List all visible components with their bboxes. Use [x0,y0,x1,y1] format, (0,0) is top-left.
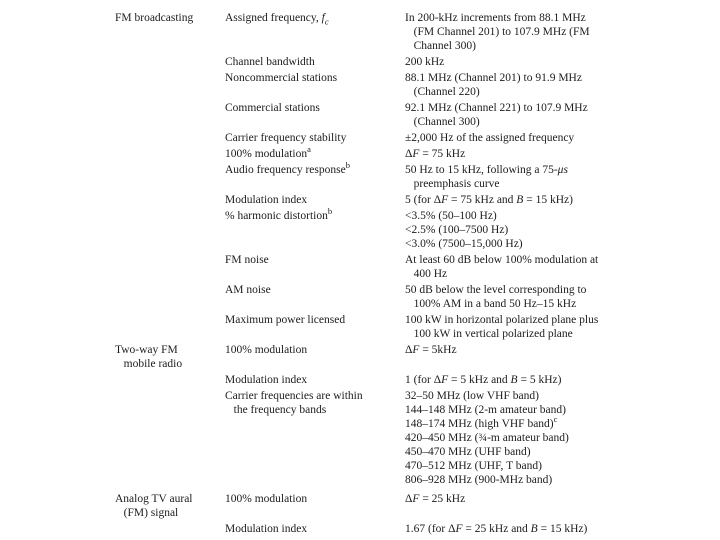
value-line: 50 Hz to 15 kHz, following a 75-μs [405,164,568,176]
value-cell [405,101,712,129]
value-line: 148–174 MHz (high VHF band)$^c$ [405,414,558,430]
param-cell [225,160,405,177]
table-row [115,206,712,251]
param-cell [225,313,405,327]
value-cell [405,147,712,161]
value-cell [405,492,712,506]
param-cell [225,373,405,387]
param-cell [225,522,405,536]
value-cell [405,343,712,357]
param-cell [225,11,405,25]
param-line: Carrier frequencies are within [225,390,363,402]
param-cell [225,131,405,145]
value-cell [405,193,712,207]
table-row [115,373,712,387]
value-line: <3.5% (50–100 Hz) [405,210,497,222]
param-line: Carrier frequency stability [225,132,347,144]
table-row [115,283,712,311]
param-line: 100% modulation [225,493,308,505]
value-cell [405,71,712,99]
param-line: the frequency bands [225,404,327,416]
table-row [115,11,712,53]
value-line: ΔF = 75 kHz [405,148,466,160]
value-line: (Channel 220) [405,86,480,98]
value-line: 806–928 MHz (900-MHz band) [405,474,553,486]
param-cell [225,283,405,297]
value-cell [405,313,712,341]
param-cell [225,389,405,417]
value-cell [405,209,712,251]
param-line: Modulation index [225,374,308,386]
param-line: Noncommercial stations [225,72,338,84]
value-cell [405,373,712,387]
table-row [115,522,712,536]
param-line: 100% modulation$^a$ [225,144,311,160]
param-cell [225,55,405,69]
table-row [115,193,712,207]
param-cell [225,492,405,506]
category-line: mobile radio [115,358,183,370]
param-cell [225,101,405,115]
category-cell [115,343,225,371]
value-line: <3.0% (7500–15,000 Hz) [405,238,523,250]
value-line: 400 Hz [405,268,448,280]
table-row [115,131,712,145]
param-line: 100% modulation [225,344,308,356]
value-line: 144–148 MHz (2-m amateur band) [405,404,566,416]
table-row [115,71,712,99]
value-line: (FM Channel 201) to 107.9 MHz (FM [405,26,590,38]
value-line: Channel 300) [405,40,476,52]
value-line: 450–470 MHz (UHF band) [405,446,531,458]
param-line: % harmonic distortion$^b$ [225,206,333,222]
table-row [115,313,712,341]
value-line: 5 (for ΔF = 75 kHz and B = 15 kHz) [405,194,573,206]
param-cell [225,193,405,207]
table-row [115,343,712,371]
value-cell [405,163,712,191]
table-row [115,253,712,281]
category-line: FM broadcasting [115,12,194,24]
value-line: 92.1 MHz (Channel 221) to 107.9 MHz [405,102,588,114]
param-line: Audio frequency response$^b$ [225,160,350,176]
value-line: 100 kW in vertical polarized plane [405,328,573,340]
category-line: Two-way FM [115,344,178,356]
value-line: ΔF = 25 kHz [405,493,466,505]
value-cell [405,522,712,536]
value-line: 1.67 (for ΔF = 25 kHz and B = 15 kHz) [405,523,588,535]
value-line: In 200-kHz increments from 88.1 MHz [405,12,586,24]
table-row [115,160,712,191]
param-line: Assigned frequency, $f_c$ [225,12,329,27]
value-line: 1 (for ΔF = 5 kHz and B = 5 kHz) [405,374,562,386]
value-line: ±2,000 Hz of the assigned frequency [405,132,575,144]
param-line: Modulation index [225,194,308,206]
param-line: Channel bandwidth [225,56,315,68]
value-line: 88.1 MHz (Channel 201) to 91.9 MHz [405,72,582,84]
param-line: FM noise [225,254,269,266]
table-row [115,144,712,161]
value-line: 420–450 MHz (¾-m amateur band) [405,432,569,444]
table-row [115,389,712,487]
value-line: <2.5% (100–7500 Hz) [405,224,509,236]
param-line: AM noise [225,284,271,296]
value-line: (Channel 300) [405,116,480,128]
value-cell [405,253,712,281]
value-cell [405,283,712,311]
value-line: 100 kW in horizontal polarized plane plus [405,314,599,326]
param-cell [225,71,405,85]
value-line: 32–50 MHz (low VHF band) [405,390,539,402]
param-line: Modulation index [225,523,308,535]
table-row [115,101,712,129]
category-cell [115,492,225,520]
table-rows [115,11,712,536]
param-cell [225,343,405,357]
value-line: 200 kHz [405,56,445,68]
param-cell [225,206,405,223]
value-cell [405,131,712,145]
value-line: 100% AM in a band 50 Hz–15 kHz [405,298,577,310]
table-row [115,492,712,520]
value-line: ΔF = 5kHz [405,344,457,356]
value-line: At least 60 dB below 100% modulation at [405,254,599,266]
value-cell [405,55,712,69]
value-cell [405,389,712,487]
param-line: Commercial stations [225,102,320,114]
param-cell [225,144,405,161]
value-line: 470–512 MHz (UHF, T band) [405,460,542,472]
category-line: (FM) signal [115,507,179,519]
value-cell [405,11,712,53]
table-row [115,55,712,69]
value-line: preemphasis curve [405,178,500,190]
category-cell [115,11,225,25]
value-line: 50 dB below the level corresponding to [405,284,587,296]
param-cell [225,253,405,267]
param-line: Maximum power licensed [225,314,346,326]
category-line: Analog TV aural [115,493,193,505]
